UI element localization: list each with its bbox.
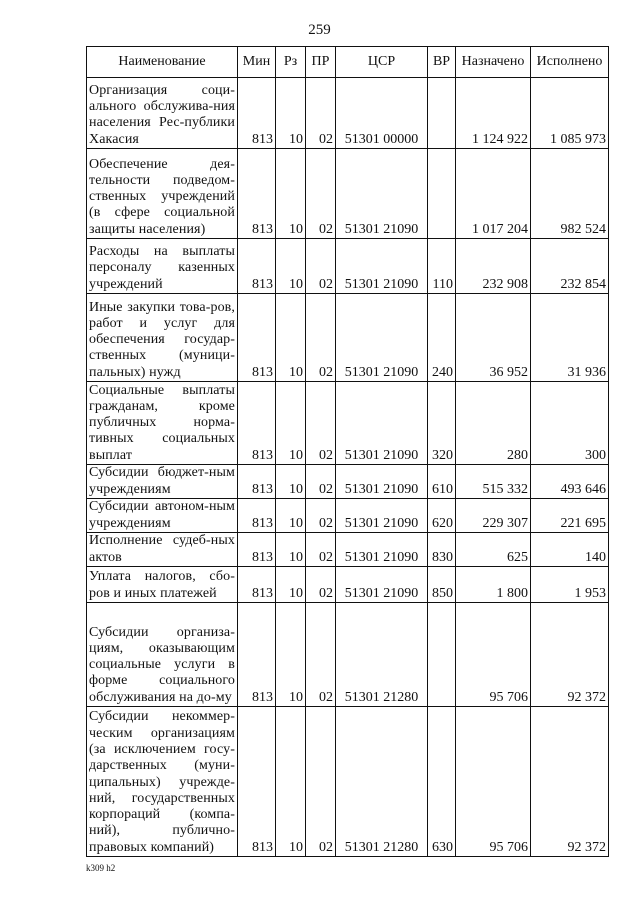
cell-pr: 02	[306, 149, 336, 239]
cell-assigned: 625	[456, 533, 531, 567]
cell-rz: 10	[276, 499, 306, 533]
cell-rz: 10	[276, 465, 306, 499]
cell-executed: 92 372	[531, 603, 609, 707]
cell-name: Обеспечение дея-тельности подведом-ственных учреждений (в сфере социальной защиты населения)	[87, 149, 238, 239]
cell-vr: 630	[428, 707, 456, 857]
cell-executed: 92 372	[531, 707, 609, 857]
cell-executed: 493 646	[531, 465, 609, 499]
cell-name: Исполнение судеб-ных актов	[87, 533, 238, 567]
cell-csr: 51301 21280	[336, 707, 428, 857]
cell-pr: 02	[306, 465, 336, 499]
cell-pr: 02	[306, 499, 336, 533]
cell-min: 813	[238, 239, 276, 294]
cell-vr	[428, 149, 456, 239]
cell-pr: 02	[306, 567, 336, 603]
cell-vr: 620	[428, 499, 456, 533]
cell-assigned: 280	[456, 382, 531, 465]
cell-vr: 610	[428, 465, 456, 499]
cell-assigned: 515 332	[456, 465, 531, 499]
cell-csr: 51301 00000	[336, 78, 428, 149]
cell-name: Субсидии автоном-ным учреждениям	[87, 499, 238, 533]
cell-assigned: 95 706	[456, 603, 531, 707]
cell-rz: 10	[276, 707, 306, 857]
cell-vr: 110	[428, 239, 456, 294]
cell-executed: 1 085 973	[531, 78, 609, 149]
cell-vr: 320	[428, 382, 456, 465]
cell-executed: 232 854	[531, 239, 609, 294]
page-number: 259	[308, 22, 331, 38]
cell-csr: 51301 21090	[336, 567, 428, 603]
cell-name: Субсидии бюджет-ным учреждениям	[87, 465, 238, 499]
cell-min: 813	[238, 294, 276, 382]
table-row	[87, 294, 609, 382]
cell-pr: 02	[306, 382, 336, 465]
cell-min: 813	[238, 499, 276, 533]
cell-csr: 51301 21090	[336, 499, 428, 533]
cell-vr	[428, 603, 456, 707]
cell-min: 813	[238, 149, 276, 239]
header-rz: Рз	[276, 47, 306, 78]
cell-csr: 51301 21090	[336, 382, 428, 465]
cell-executed: 221 695	[531, 499, 609, 533]
header-assigned: Назначено	[456, 47, 531, 78]
table-row	[87, 707, 609, 857]
cell-csr: 51301 21090	[336, 294, 428, 382]
cell-pr: 02	[306, 603, 336, 707]
cell-assigned: 1 017 204	[456, 149, 531, 239]
cell-assigned: 1 800	[456, 567, 531, 603]
footer-code: k309 h2	[86, 863, 116, 873]
table-row	[87, 78, 609, 149]
cell-pr: 02	[306, 707, 336, 857]
cell-csr: 51301 21090	[336, 239, 428, 294]
cell-min: 813	[238, 707, 276, 857]
cell-assigned: 95 706	[456, 707, 531, 857]
cell-vr	[428, 78, 456, 149]
cell-min: 813	[238, 603, 276, 707]
header-csr: ЦСР	[336, 47, 428, 78]
cell-pr: 02	[306, 239, 336, 294]
cell-pr: 02	[306, 294, 336, 382]
table-row	[87, 499, 609, 533]
cell-vr: 240	[428, 294, 456, 382]
table-row	[87, 239, 609, 294]
cell-vr: 850	[428, 567, 456, 603]
cell-rz: 10	[276, 294, 306, 382]
budget-table	[86, 46, 609, 857]
cell-assigned: 229 307	[456, 499, 531, 533]
cell-min: 813	[238, 465, 276, 499]
table-row	[87, 465, 609, 499]
header-vr: ВР	[428, 47, 456, 78]
cell-name: Иные закупки това-ров, работ и услуг для обеспечения государ-ственных (муници-пальных) нужд	[87, 294, 238, 382]
cell-executed: 140	[531, 533, 609, 567]
cell-min: 813	[238, 567, 276, 603]
cell-min: 813	[238, 78, 276, 149]
header-min: Мин	[238, 47, 276, 78]
cell-name: Организация соци-альнoго обслужива-ния населения Рес-публики Хакасия	[87, 78, 238, 149]
cell-rz: 10	[276, 239, 306, 294]
cell-name: Уплата налогов, сбо-ров и иных платежей	[87, 567, 238, 603]
table-row	[87, 567, 609, 603]
header-row	[87, 47, 609, 78]
cell-rz: 10	[276, 603, 306, 707]
cell-rz: 10	[276, 382, 306, 465]
table-row	[87, 533, 609, 567]
cell-executed: 1 953	[531, 567, 609, 603]
table-row	[87, 603, 609, 707]
cell-rz: 10	[276, 78, 306, 149]
cell-assigned: 36 952	[456, 294, 531, 382]
cell-name: Социальные выплаты гражданам, кроме публичных норма-тивных социальных выплат	[87, 382, 238, 465]
table-row	[87, 149, 609, 239]
cell-rz: 10	[276, 533, 306, 567]
header-name: Наименование	[87, 47, 238, 78]
header-executed: Исполнено	[531, 47, 609, 78]
cell-name: Расходы на выплаты персоналу казенных учреждений	[87, 239, 238, 294]
cell-pr: 02	[306, 533, 336, 567]
cell-csr: 51301 21090	[336, 465, 428, 499]
cell-executed: 300	[531, 382, 609, 465]
cell-pr: 02	[306, 78, 336, 149]
table-row	[87, 382, 609, 465]
cell-csr: 51301 21090	[336, 149, 428, 239]
header-pr: ПР	[306, 47, 336, 78]
cell-csr: 51301 21280	[336, 603, 428, 707]
cell-assigned: 1 124 922	[456, 78, 531, 149]
cell-name: Субсидии организа-циям, оказывающим социальные услуги в форме социального обслуживания на до-му	[87, 603, 238, 707]
cell-min: 813	[238, 382, 276, 465]
cell-name: Субсидии некоммер-ческим организациям (за исключением госу-дарственных (муни-ципальных) учрежде-ний, государственных корпораций (компа-ний), публично-правовых компаний)	[87, 707, 238, 857]
cell-assigned: 232 908	[456, 239, 531, 294]
cell-vr: 830	[428, 533, 456, 567]
cell-executed: 31 936	[531, 294, 609, 382]
cell-rz: 10	[276, 567, 306, 603]
cell-min: 813	[238, 533, 276, 567]
cell-rz: 10	[276, 149, 306, 239]
cell-executed: 982 524	[531, 149, 609, 239]
cell-csr: 51301 21090	[336, 533, 428, 567]
